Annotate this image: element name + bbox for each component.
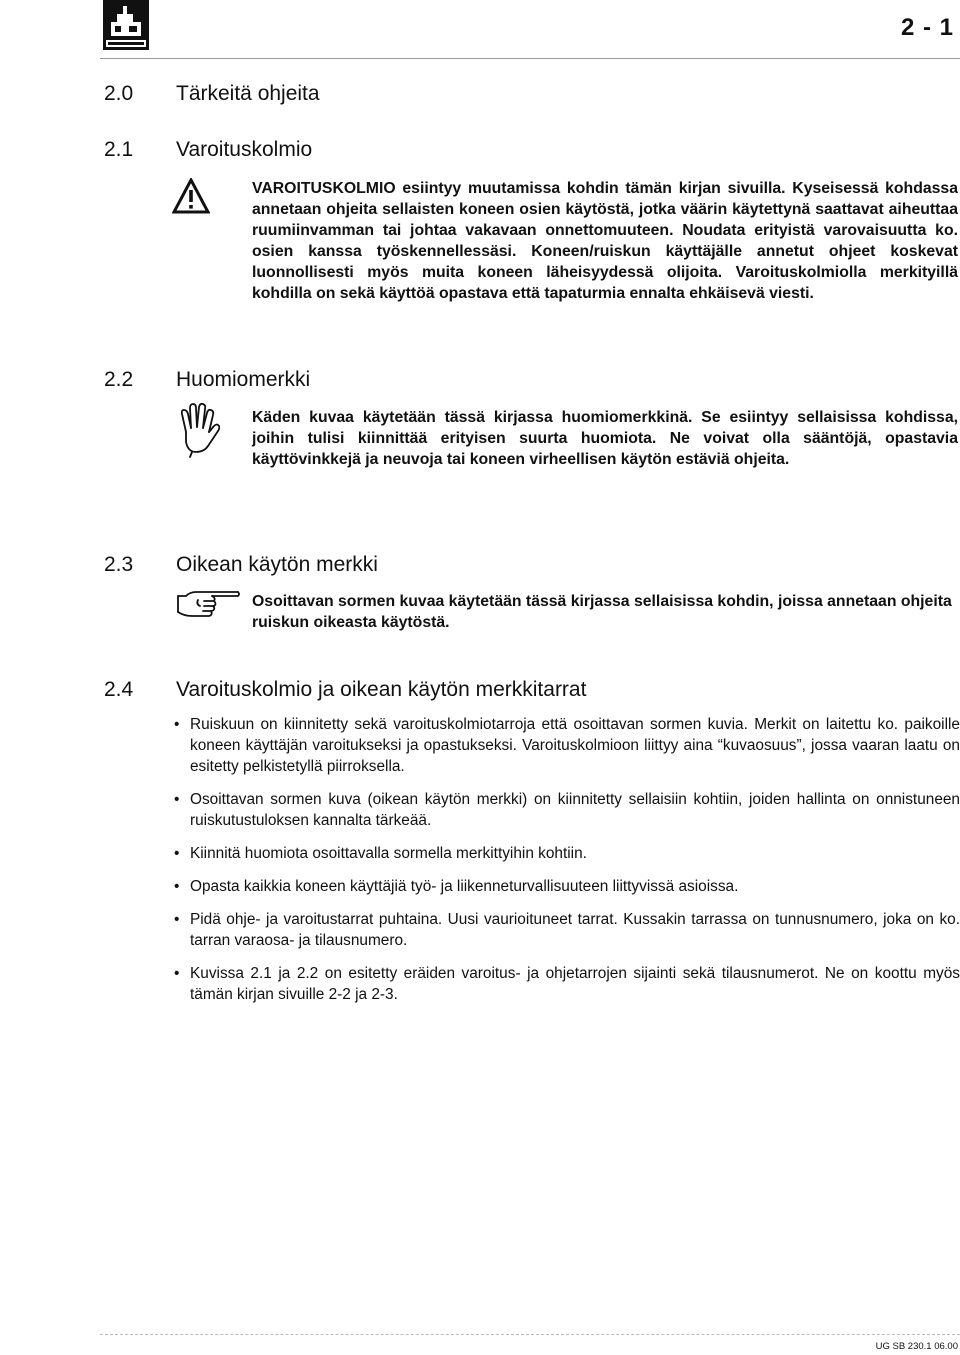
section-number: 2.0 [104,82,134,105]
list-item: • Pidä ohje- ja varoitustarrat puhtaina. Uusi vaurioituneet tarrat. Kussakin tarrassa on tunnusnumero, joka on ko. tarran varaosa- ja tilausnumero. [174,909,960,951]
sticker-bullet-list [174,714,960,1017]
section-title: Huomiomerkki [176,368,311,391]
section-heading-2-1 [104,138,312,162]
document-code: UG SB 230.1 06.00 [875,1341,958,1352]
list-item: • Opasta kaikkia koneen käyttäjiä työ- ja liikenneturvallisuuteen liittyvissä asioissa. [174,876,960,897]
section-number: 2.1 [104,138,134,161]
raised-hand-icon [176,402,220,458]
warning-paragraph: VAROITUSKOLMIO esiintyy muutamissa kohdin tämän kirjan sivuilla. Kyseisessä kohdassa annetaan ohjeita sellaisten koneen osien käytöstä, jotka väärin käytettynä saattavat aiheuttaa ruumiinvamman tai johtaa vakavaan onnettomuuteen. Noudata erityistä varovaisuutta ko. osien kanssa työskennellessäsi. Koneen/ruiskun käyttäjälle annetut ohjeet koskevat luonnollisesti myös muita koneen läheisyydessä olijoita. Varoituskolmiolla merkityillä kohdilla on sekä käyttöä opastava että tapaturmia ennalta ehkäisevä viesti. [252,180,958,302]
footer-rule [100,1334,960,1335]
section-title: Varoituskolmio [176,138,313,161]
section-heading-2-3 [104,553,378,577]
list-item: • Kiinnitä huomiota osoittavalla sormella merkittyihin kohtiin. [174,843,960,864]
header-rule [100,58,960,59]
list-item: • Kuvissa 2.1 ja 2.2 on esitetty eräiden varoitus- ja ohjetarrojen sijainti sekä tilausnumerot. Ne on koottu myös tämän kirjan sivuille 2-2 ja 2-3. [174,963,960,1005]
warning-triangle-icon [172,178,210,214]
section-heading-2-4 [104,678,586,702]
section-heading-2-0 [104,82,320,106]
usage-paragraph: Osoittavan sormen kuvaa käytetään tässä kirjassa sellaisissa kohdin, joissa annetaan ohjeita ruiskun oikeasta käytöstä. [252,593,952,631]
section-title: Oikean käytön merkki [176,553,378,576]
section-heading-2-2 [104,368,310,392]
amazone-logo [103,0,149,50]
pointing-finger-icon [176,586,240,620]
list-item: • Osoittavan sormen kuva (oikean käytön merkki) on kiinnitetty sellaisiin kohtiin, joiden hallinta on onnistuneen ruiskutustuloksen kannalta tärkeää. [174,789,960,831]
section-number: 2.3 [104,553,134,576]
section-number: 2.4 [104,678,134,701]
attention-paragraph: Käden kuvaa käytetään tässä kirjassa huomiomerkkinä. Se esiintyy sellaisissa kohdissa, joihin tulisi kiinnittää erityisen suurta huomiota. Ne voivat olla sääntöjä, opastavia käyttövinkkejä ja neuvoja tai koneen virheellisen käytön estäviä ohjeita. [252,409,958,468]
page-number: 2 - 1 [900,14,954,41]
section-number: 2.2 [104,368,134,391]
section-title: Varoituskolmio ja oikean käytön merkkitarrat [176,678,587,701]
section-title: Tärkeitä ohjeita [176,82,320,105]
list-item: • Ruiskuun on kiinnitetty sekä varoituskolmiotarroja että osoittavan sormen kuvia. Merkit on laitettu ko. paikoille koneen käyttäjän varoitukseksi ja opastukseksi. Varoituskolmioon liittyy aina “kuvaosuus”, jossa vaaran laatu on esitetty pelkistetyllä piirroksella. [174,714,960,777]
